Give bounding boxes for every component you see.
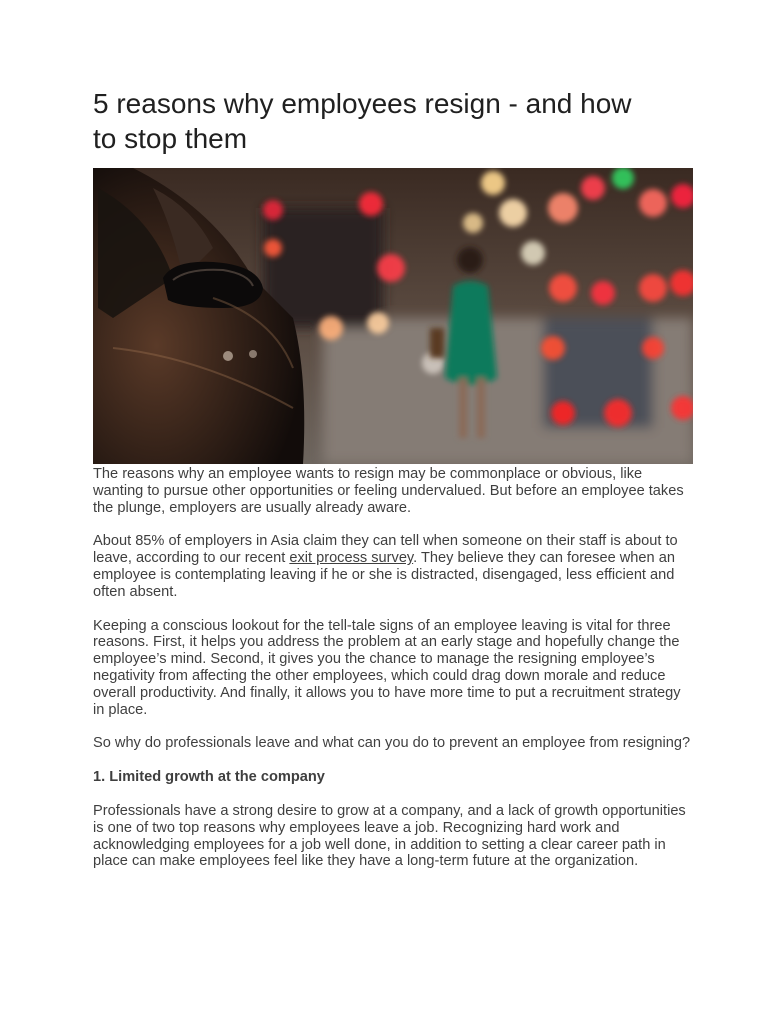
survey-text-after: . They believe they can foresee when an employee is contemplating leaving if he or she is distracted, disengaged, less efficient and often absent. [93, 550, 675, 600]
article-title: 5 reasons why employees resign - and how to stop them [93, 88, 632, 154]
exit-process-survey-link[interactable]: exit process survey [289, 550, 414, 567]
question-paragraph: So why do professionals leave and what can you do to prevent an employee from resigning? [93, 735, 691, 752]
hero-image [93, 168, 693, 464]
lookout-paragraph: Keeping a conscious lookout for the tell-tale signs of an employee leaving is vital for three reasons. First, it helps you address the problem at an early stage and hopefully change the employee’s mind. Second, it gives you the chance to manage the resigning employee’s negativity from affecting the other employees, which could drag down morale and reduce overall productivity. And finally, it allows you to have more time to put a recruitment strategy in place. [93, 617, 681, 718]
survey-text-before: About 85% of employers in Asia claim they can tell when someone on their staff is about to leave, according to our recent [93, 533, 678, 567]
article [93, 86, 693, 887]
intro-paragraph: The reasons why an employee wants to resign may be commonplace or obvious, like wanting to pursue other opportunities or feeling undervalued. But before an employee takes the plunge, employers are usually already aware. [93, 466, 684, 516]
survey-paragraph [93, 533, 693, 600]
growth-paragraph: Professionals have a strong desire to grow at a company, and a lack of growth opportunities is one of two top reasons why employees leave a job. Recognizing hard work and acknowledging employees for a job well done, in addition to setting a clear career path in place can make employees feel like they have a long-term future at the organization. [93, 802, 686, 870]
section-heading-limited-growth: 1. Limited growth at the company [93, 769, 325, 786]
